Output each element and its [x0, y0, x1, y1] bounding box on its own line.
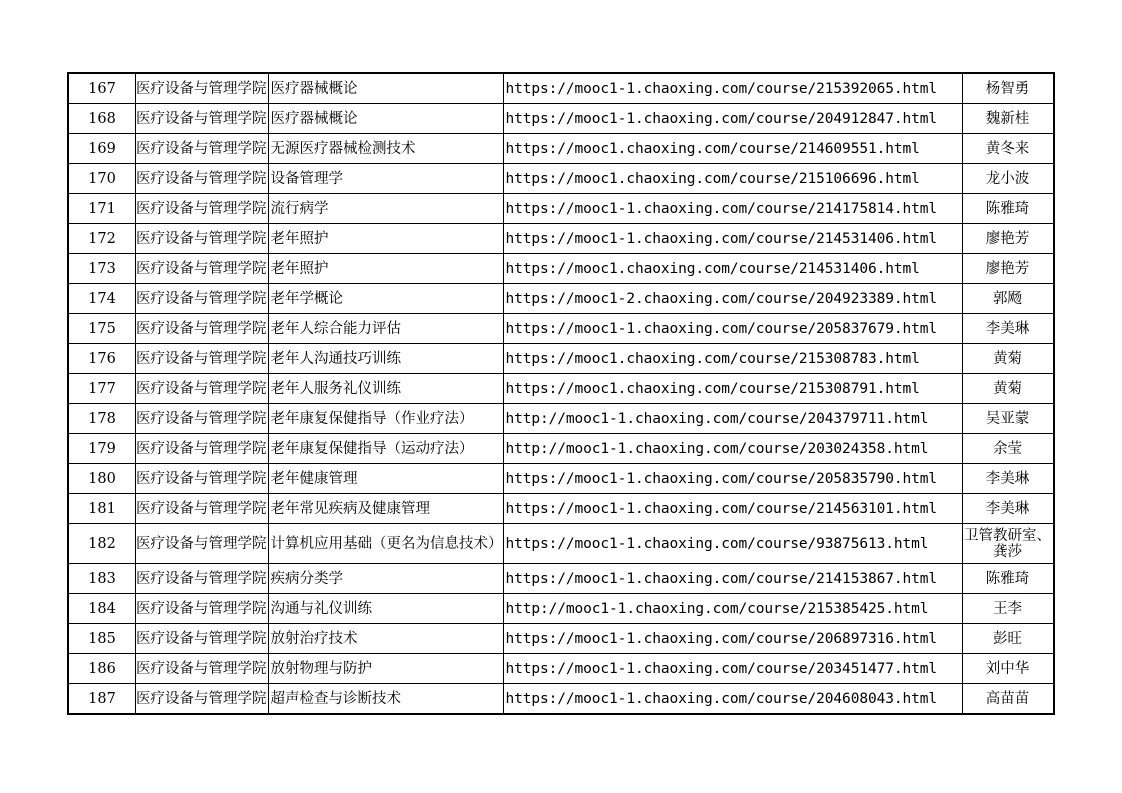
course-url-cell: https://mooc1-1.chaoxing.com/course/215392065.html — [503, 73, 962, 104]
college-cell: 医疗设备与管理学院 — [136, 654, 269, 684]
course-name-cell: 设备管理学 — [268, 164, 503, 194]
college-cell: 医疗设备与管理学院 — [136, 104, 269, 134]
course-name-cell: 老年学概论 — [268, 284, 503, 314]
teacher-cell: 杨智勇 — [962, 73, 1054, 104]
teacher-cell: 李美琳 — [962, 314, 1054, 344]
teacher-cell: 李美琳 — [962, 494, 1054, 524]
table-row — [68, 624, 1054, 654]
row-number: 175 — [68, 314, 136, 344]
college-cell: 医疗设备与管理学院 — [136, 624, 269, 654]
teacher-cell: 吴亚蒙 — [962, 404, 1054, 434]
college-cell: 医疗设备与管理学院 — [136, 524, 269, 564]
course-url-cell: https://mooc1.chaoxing.com/course/215308791.html — [503, 374, 962, 404]
teacher-cell: 陈雅琦 — [962, 564, 1054, 594]
college-cell: 医疗设备与管理学院 — [136, 594, 269, 624]
teacher-cell: 龙小波 — [962, 164, 1054, 194]
course-table — [67, 72, 1055, 715]
teacher-cell: 彭旺 — [962, 624, 1054, 654]
college-cell: 医疗设备与管理学院 — [136, 314, 269, 344]
course-url-cell: https://mooc1-1.chaoxing.com/course/206897316.html — [503, 624, 962, 654]
row-number: 170 — [68, 164, 136, 194]
teacher-cell: 黄菊 — [962, 374, 1054, 404]
row-number: 185 — [68, 624, 136, 654]
row-number: 174 — [68, 284, 136, 314]
table-row — [68, 194, 1054, 224]
course-name-cell: 沟通与礼仪训练 — [268, 594, 503, 624]
college-cell: 医疗设备与管理学院 — [136, 224, 269, 254]
college-cell: 医疗设备与管理学院 — [136, 464, 269, 494]
course-url-cell: https://mooc1.chaoxing.com/course/215106696.html — [503, 164, 962, 194]
teacher-cell: 高苗苗 — [962, 684, 1054, 715]
row-number: 176 — [68, 344, 136, 374]
row-number: 179 — [68, 434, 136, 464]
course-url-cell: http://mooc1-1.chaoxing.com/course/203024358.html — [503, 434, 962, 464]
course-url-cell: https://mooc1.chaoxing.com/course/214531406.html — [503, 254, 962, 284]
course-url-cell: https://mooc1-1.chaoxing.com/course/205837679.html — [503, 314, 962, 344]
row-number: 167 — [68, 73, 136, 104]
teacher-cell: 李美琳 — [962, 464, 1054, 494]
table-row — [68, 104, 1054, 134]
course-name-cell: 放射治疗技术 — [268, 624, 503, 654]
row-number: 180 — [68, 464, 136, 494]
course-url-cell: https://mooc1-1.chaoxing.com/course/204608043.html — [503, 684, 962, 715]
teacher-cell: 廖艳芳 — [962, 254, 1054, 284]
table-row — [68, 314, 1054, 344]
course-name-cell: 放射物理与防护 — [268, 654, 503, 684]
course-table-body — [68, 73, 1054, 714]
row-number: 177 — [68, 374, 136, 404]
college-cell: 医疗设备与管理学院 — [136, 404, 269, 434]
row-number: 186 — [68, 654, 136, 684]
course-url-cell: https://mooc1-1.chaoxing.com/course/93875613.html — [503, 524, 962, 564]
course-name-cell: 老年人服务礼仪训练 — [268, 374, 503, 404]
course-name-cell: 老年照护 — [268, 254, 503, 284]
teacher-cell: 余莹 — [962, 434, 1054, 464]
course-name-cell: 无源医疗器械检测技术 — [268, 134, 503, 164]
course-name-cell: 老年常见疾病及健康管理 — [268, 494, 503, 524]
table-row — [68, 434, 1054, 464]
row-number: 172 — [68, 224, 136, 254]
table-row — [68, 344, 1054, 374]
row-number: 187 — [68, 684, 136, 715]
table-row — [68, 374, 1054, 404]
row-number: 183 — [68, 564, 136, 594]
table-row — [68, 524, 1054, 564]
table-row — [68, 254, 1054, 284]
table-row — [68, 464, 1054, 494]
teacher-cell: 陈雅琦 — [962, 194, 1054, 224]
table-row — [68, 654, 1054, 684]
row-number: 168 — [68, 104, 136, 134]
course-url-cell: https://mooc1-1.chaoxing.com/course/214175814.html — [503, 194, 962, 224]
course-url-cell: https://mooc1.chaoxing.com/course/215308783.html — [503, 344, 962, 374]
teacher-cell: 卫管教研室、龚莎 — [962, 524, 1054, 564]
college-cell: 医疗设备与管理学院 — [136, 684, 269, 715]
course-name-cell: 计算机应用基础（更名为信息技术） — [268, 524, 503, 564]
course-url-cell: http://mooc1-1.chaoxing.com/course/204379711.html — [503, 404, 962, 434]
course-url-cell: https://mooc1-1.chaoxing.com/course/214153867.html — [503, 564, 962, 594]
row-number: 169 — [68, 134, 136, 164]
college-cell: 医疗设备与管理学院 — [136, 344, 269, 374]
course-name-cell: 老年健康管理 — [268, 464, 503, 494]
teacher-cell: 魏新桂 — [962, 104, 1054, 134]
course-url-cell: https://mooc1.chaoxing.com/course/214609551.html — [503, 134, 962, 164]
teacher-cell: 刘中华 — [962, 654, 1054, 684]
row-number: 184 — [68, 594, 136, 624]
college-cell: 医疗设备与管理学院 — [136, 73, 269, 104]
college-cell: 医疗设备与管理学院 — [136, 494, 269, 524]
teacher-cell: 郭飏 — [962, 284, 1054, 314]
table-row — [68, 404, 1054, 434]
row-number: 178 — [68, 404, 136, 434]
college-cell: 医疗设备与管理学院 — [136, 374, 269, 404]
college-cell: 医疗设备与管理学院 — [136, 194, 269, 224]
course-name-cell: 老年照护 — [268, 224, 503, 254]
table-row — [68, 164, 1054, 194]
course-url-cell: https://mooc1-1.chaoxing.com/course/204912847.html — [503, 104, 962, 134]
course-name-cell: 医疗器械概论 — [268, 104, 503, 134]
course-name-cell: 疾病分类学 — [268, 564, 503, 594]
row-number: 173 — [68, 254, 136, 284]
course-name-cell: 超声检查与诊断技术 — [268, 684, 503, 715]
course-name-cell: 流行病学 — [268, 194, 503, 224]
row-number: 182 — [68, 524, 136, 564]
table-row — [68, 73, 1054, 104]
college-cell: 医疗设备与管理学院 — [136, 164, 269, 194]
table-row — [68, 224, 1054, 254]
table-row — [68, 594, 1054, 624]
teacher-cell: 黄菊 — [962, 344, 1054, 374]
course-url-cell: https://mooc1-1.chaoxing.com/course/214531406.html — [503, 224, 962, 254]
table-row — [68, 134, 1054, 164]
table-row — [68, 494, 1054, 524]
course-name-cell: 医疗器械概论 — [268, 73, 503, 104]
row-number: 181 — [68, 494, 136, 524]
table-row — [68, 284, 1054, 314]
teacher-cell: 王李 — [962, 594, 1054, 624]
course-url-cell: https://mooc1-1.chaoxing.com/course/205835790.html — [503, 464, 962, 494]
row-number: 171 — [68, 194, 136, 224]
college-cell: 医疗设备与管理学院 — [136, 564, 269, 594]
course-name-cell: 老年人沟通技巧训练 — [268, 344, 503, 374]
table-row — [68, 564, 1054, 594]
college-cell: 医疗设备与管理学院 — [136, 434, 269, 464]
course-url-cell: https://mooc1-1.chaoxing.com/course/203451477.html — [503, 654, 962, 684]
course-name-cell: 老年人综合能力评估 — [268, 314, 503, 344]
course-url-cell: https://mooc1-1.chaoxing.com/course/214563101.html — [503, 494, 962, 524]
course-name-cell: 老年康复保健指导（作业疗法） — [268, 404, 503, 434]
teacher-cell: 黄冬来 — [962, 134, 1054, 164]
teacher-cell: 廖艳芳 — [962, 224, 1054, 254]
college-cell: 医疗设备与管理学院 — [136, 284, 269, 314]
college-cell: 医疗设备与管理学院 — [136, 254, 269, 284]
course-name-cell: 老年康复保健指导（运动疗法） — [268, 434, 503, 464]
table-row — [68, 684, 1054, 715]
course-url-cell: https://mooc1-2.chaoxing.com/course/204923389.html — [503, 284, 962, 314]
course-url-cell: http://mooc1-1.chaoxing.com/course/215385425.html — [503, 594, 962, 624]
college-cell: 医疗设备与管理学院 — [136, 134, 269, 164]
